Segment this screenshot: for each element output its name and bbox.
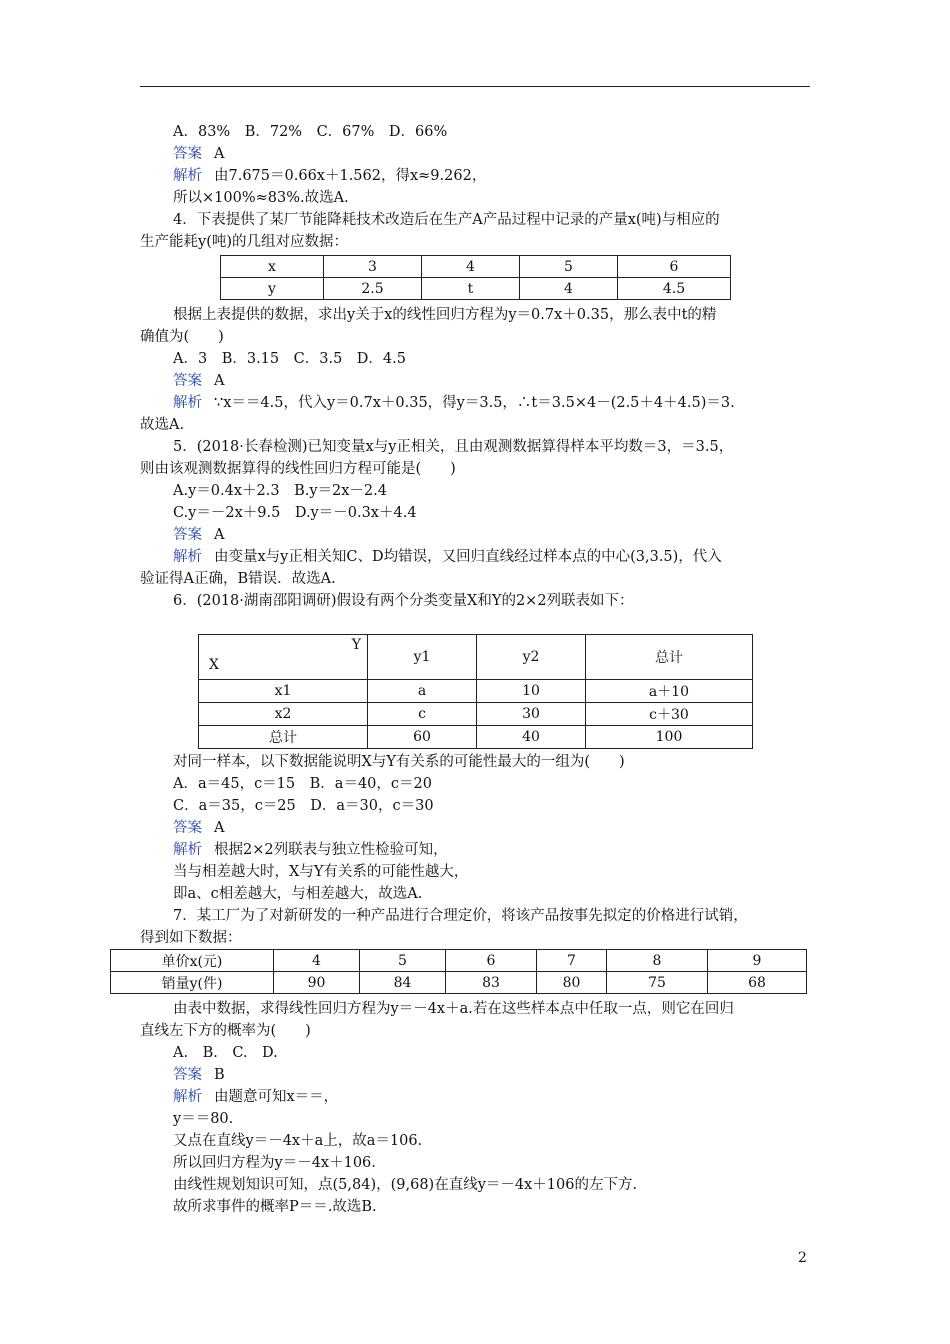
table-row bbox=[111, 950, 807, 972]
q4-table bbox=[220, 255, 731, 300]
analysis-label: 解析 bbox=[173, 842, 202, 858]
table-row bbox=[221, 278, 731, 300]
q4-answer: 答案 A bbox=[173, 373, 225, 389]
q6-options-1: A．a＝45，c＝15 B．a＝40，c＝20 bbox=[173, 776, 432, 792]
q6-analysis: 解析 根据2×2列联表与独立性检验可知， bbox=[173, 842, 448, 858]
table-cell: 4 bbox=[520, 278, 618, 300]
analysis-label: 解析 bbox=[173, 168, 202, 184]
q4-analysis-cont: 故选A. bbox=[140, 417, 185, 433]
table-cell: a bbox=[368, 680, 477, 703]
q6-stem-2: 对同一样本，以下数据能说明X与Y有关系的可能性最大的一组为( ) bbox=[173, 754, 625, 770]
q3-analysis: 解析 由7.675＝0.66x＋1.562，得x≈9.262， bbox=[173, 168, 487, 184]
q4-stem-3: 根据上表提供的数据，求出y关于x的线性回归方程为y＝0.7x＋0.35，那么表中t的精 bbox=[173, 307, 717, 323]
table-cell: a＋10 bbox=[586, 680, 753, 703]
q7-analysis-cont-3: 所以回归方程为y＝－4x＋106. bbox=[173, 1155, 376, 1171]
table-cell: 2.5 bbox=[324, 278, 422, 300]
table-cell: 90 bbox=[274, 972, 360, 994]
q6-analysis-cont-2: 即a、c相差越大，与相差越大，故选A. bbox=[173, 886, 423, 902]
q3-analysis-cont: 所以×100%≈83%.故选A. bbox=[173, 190, 349, 206]
table-cell: 84 bbox=[360, 972, 446, 994]
table-cell: 10 bbox=[477, 680, 586, 703]
q7-analysis-cont-2: 又点在直线y＝－4x＋a上，故a＝106. bbox=[173, 1133, 423, 1149]
table-cell: c＋30 bbox=[586, 703, 753, 726]
table-cell: x2 bbox=[199, 703, 368, 726]
table-cell: x bbox=[221, 256, 324, 278]
table-cell: 60 bbox=[368, 726, 477, 749]
q7-stem-1: 7．某工厂为了对新研发的一种产品进行合理定价，将该产品按事先拟定的价格进行试销， bbox=[173, 908, 748, 924]
answer-label: 答案 bbox=[173, 146, 202, 162]
table-row bbox=[199, 703, 753, 726]
header-rule bbox=[140, 86, 810, 87]
table-cell: 9 bbox=[708, 950, 807, 972]
table-cell: 75 bbox=[607, 972, 708, 994]
table-cell: 4.5 bbox=[618, 278, 731, 300]
answer-label: 答案 bbox=[173, 373, 202, 389]
analysis-label: 解析 bbox=[173, 1089, 202, 1105]
table-cell: t bbox=[422, 278, 520, 300]
q6-contingency-table bbox=[198, 634, 753, 749]
q5-analysis-cont: 验证得A正确，B错误．故选A. bbox=[140, 571, 336, 587]
table-cell: y1 bbox=[368, 635, 477, 680]
table-cell: 83 bbox=[446, 972, 537, 994]
table-cell: 总计 bbox=[586, 635, 753, 680]
q7-options: A. B. C. D. bbox=[173, 1045, 278, 1061]
q7-analysis-cont-5: 故所求事件的概率P＝＝.故选B. bbox=[173, 1199, 377, 1215]
table-cell: 68 bbox=[708, 972, 807, 994]
q7-stem-4: 直线左下方的概率为( ) bbox=[140, 1023, 311, 1039]
table-cell: 5 bbox=[360, 950, 446, 972]
table-cell: y bbox=[221, 278, 324, 300]
table-row bbox=[221, 256, 731, 278]
table-cell: 单价x(元) bbox=[111, 950, 274, 972]
table-cell: 3 bbox=[324, 256, 422, 278]
q4-options: A．3 B．3.15 C．3.5 D．4.5 bbox=[173, 351, 406, 367]
q6-options-2: C．a＝35，c＝25 D．a＝30，c＝30 bbox=[173, 798, 434, 814]
table-cell: 6 bbox=[446, 950, 537, 972]
q3-options: A．83% B．72% C．67% D．66% bbox=[173, 124, 448, 140]
table-row bbox=[199, 680, 753, 703]
q4-stem-4: 确值为( ) bbox=[140, 329, 224, 345]
q5-stem-2: 则由该观测数据算得的线性回归方程可能是( ) bbox=[140, 461, 456, 477]
q5-options-2: C.y＝－2x＋9.5 D.y＝－0.3x＋4.4 bbox=[173, 505, 417, 521]
table-cell: 总计 bbox=[199, 726, 368, 749]
table-row bbox=[111, 972, 807, 994]
q7-table bbox=[110, 949, 807, 994]
q4-analysis: 解析 ∵x＝＝4.5，代入y＝0.7x＋0.35，得y＝3.5，∴t＝3.5×4－(2.5＋4＋4.5)＝3. bbox=[173, 395, 735, 411]
q5-analysis: 解析 由变量x与y正相关知C、D均错误，又回归直线经过样本点的中心(3,3.5)，代入 bbox=[173, 549, 722, 565]
table-cell: 100 bbox=[586, 726, 753, 749]
table-cell: 销量y(件) bbox=[111, 972, 274, 994]
q7-analysis-cont-1: y＝＝80. bbox=[173, 1111, 234, 1127]
table-cell: 30 bbox=[477, 703, 586, 726]
answer-label: 答案 bbox=[173, 820, 202, 836]
q5-answer: 答案 A bbox=[173, 527, 225, 543]
table-cell: 80 bbox=[537, 972, 607, 994]
table-cell: c bbox=[368, 703, 477, 726]
answer-label: 答案 bbox=[173, 527, 202, 543]
q3-answer: 答案 A bbox=[173, 146, 225, 162]
analysis-label: 解析 bbox=[173, 549, 202, 565]
table-cell: 7 bbox=[537, 950, 607, 972]
table-cell: 6 bbox=[618, 256, 731, 278]
table-cell: 8 bbox=[607, 950, 708, 972]
table-row bbox=[199, 635, 753, 680]
page-number: 2 bbox=[798, 1250, 807, 1266]
q4-stem-1: 4．下表提供了某厂节能降耗技术改造后在生产A产品过程中记录的产量x(吨)与相应的 bbox=[173, 212, 720, 228]
q7-answer: 答案 B bbox=[173, 1067, 225, 1083]
q5-stem-1: 5．(2018·长春检测)已知变量x与y正相关，且由观测数据算得样本平均数＝3，＝3.5， bbox=[173, 439, 734, 455]
table-cell: 4 bbox=[274, 950, 360, 972]
table-cell: 5 bbox=[520, 256, 618, 278]
page-content bbox=[140, 121, 812, 1218]
q5-options-1: A.y＝0.4x＋2.3 B.y＝2x－2.4 bbox=[173, 483, 387, 499]
q7-stem-2: 得到如下数据： bbox=[140, 930, 242, 946]
q6-analysis-cont-1: 当与相差越大时，X与Y有关系的可能性越大， bbox=[173, 864, 469, 880]
table-corner-cell: Y X bbox=[199, 635, 368, 680]
table-row bbox=[199, 726, 753, 749]
table-cell: x1 bbox=[199, 680, 368, 703]
q7-analysis: 解析 由题意可知x＝＝， bbox=[173, 1089, 339, 1105]
table-cell: y2 bbox=[477, 635, 586, 680]
q6-answer: 答案 A bbox=[173, 820, 225, 836]
q7-stem-3: 由表中数据，求得线性回归方程为y＝－4x＋a.若在这些样本点中任取一点，则它在回归 bbox=[173, 1001, 734, 1017]
analysis-label: 解析 bbox=[173, 395, 202, 411]
q6-stem-1: 6．(2018·湖南邵阳调研)假设有两个分类变量X和Y的2×2列联表如下： bbox=[173, 593, 634, 609]
table-cell: 40 bbox=[477, 726, 586, 749]
answer-label: 答案 bbox=[173, 1067, 202, 1083]
q4-stem-2: 生产能耗y(吨)的几组对应数据： bbox=[140, 234, 349, 250]
table-cell: 4 bbox=[422, 256, 520, 278]
q7-analysis-cont-4: 由线性规划知识可知，点(5,84)，(9,68)在直线y＝－4x＋106的左下方. bbox=[173, 1177, 638, 1193]
